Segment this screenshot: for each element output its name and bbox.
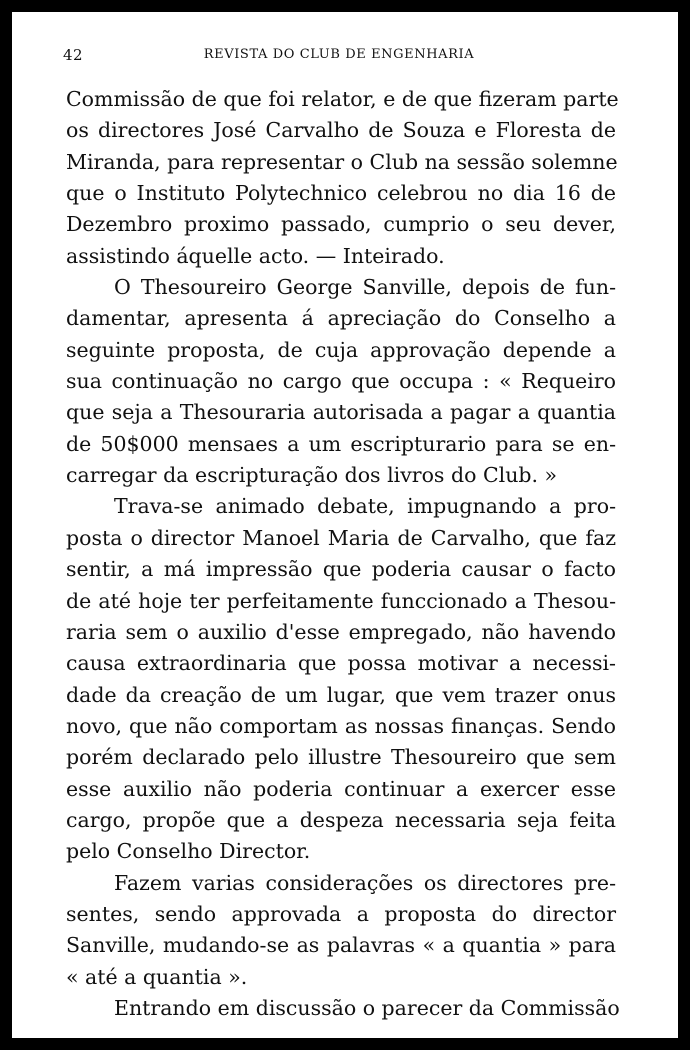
text-line: O Thesoureiro George Sanville, depois de fun- (114, 275, 616, 300)
text-line: de até hoje ter perfeitamente funccionado a Thesou- (66, 588, 616, 613)
text-line: Dezembro proximo passado, cumprio o seu dever, (66, 212, 616, 237)
text-line: raria sem o auxilio d'esse empregado, não havendo (66, 619, 616, 644)
text-line: Sanville, mudando-se as palavras « a quantia » para (66, 933, 616, 958)
paragraph (66, 868, 616, 993)
paragraph (66, 84, 619, 272)
text-line: os directores José Carvalho de Souza e Floresta de (66, 118, 616, 143)
text-line: Trava-se animado debate, impugnando a pro- (114, 494, 616, 519)
journal-title: REVISTA DO CLUB DE ENGENHARIA (203, 47, 475, 62)
text-line: sentir, a má impressão que poderia causar o facto (66, 557, 616, 582)
text-line: cargo, propõe que a despeza necessaria seja feita (66, 807, 616, 832)
text-line: Commissão de que foi relator, e de que fizeram parte (66, 87, 619, 111)
text-line: Fazem varias considerações os directores pre- (114, 870, 616, 895)
text-line: esse auxilio não poderia continuar a exercer esse (66, 776, 616, 801)
paragraph (66, 993, 620, 1024)
text-line: seguinte proposta, de cuja approvação depende a (66, 337, 616, 362)
body-text (66, 84, 620, 1024)
text-line: que o Instituto Polytechnico celebrou no dia 16 de (66, 181, 616, 206)
text-line: Miranda, para representar o Club na sessão solemne (66, 149, 618, 174)
text-line: posta o director Manoel Maria de Carvalho, que faz (66, 525, 616, 550)
text-line: novo, que não comportam as nossas finanças. Sendo (66, 713, 616, 738)
text-line: « até a quantia ». (66, 964, 248, 989)
text-line: sentes, sendo approvada a proposta do director (66, 901, 616, 926)
text-line: de 50$000 mensaes a um escripturario para se en- (66, 431, 616, 456)
text-line: pelo Conselho Director. (66, 839, 311, 864)
text-line: que seja a Thesouraria autorisada a pagar a quantia (66, 400, 616, 425)
text-line: carregar da escripturação dos livros do Club. » (66, 463, 558, 488)
text-line: porém declarado pelo illustre Thesoureiro que sem (66, 745, 616, 770)
paragraph (66, 272, 616, 491)
text-line: Entrando em discussão o parecer da Commissão (114, 995, 620, 1020)
scanned-page (12, 12, 678, 1038)
text-line: causa extraordinaria que possa motivar a necessi- (66, 651, 616, 676)
running-head (63, 46, 615, 70)
paragraph (66, 491, 616, 867)
text-line: assistindo áquelle acto. — Inteirado. (66, 243, 445, 268)
page-number: 42 (63, 46, 84, 64)
text-line: sua continuação no cargo que occupa : « Requeiro (66, 369, 616, 394)
text-line: damentar, apresenta á apreciação do Conselho a (66, 306, 616, 331)
text-line: dade da creação de um lugar, que vem trazer onus (66, 682, 616, 707)
